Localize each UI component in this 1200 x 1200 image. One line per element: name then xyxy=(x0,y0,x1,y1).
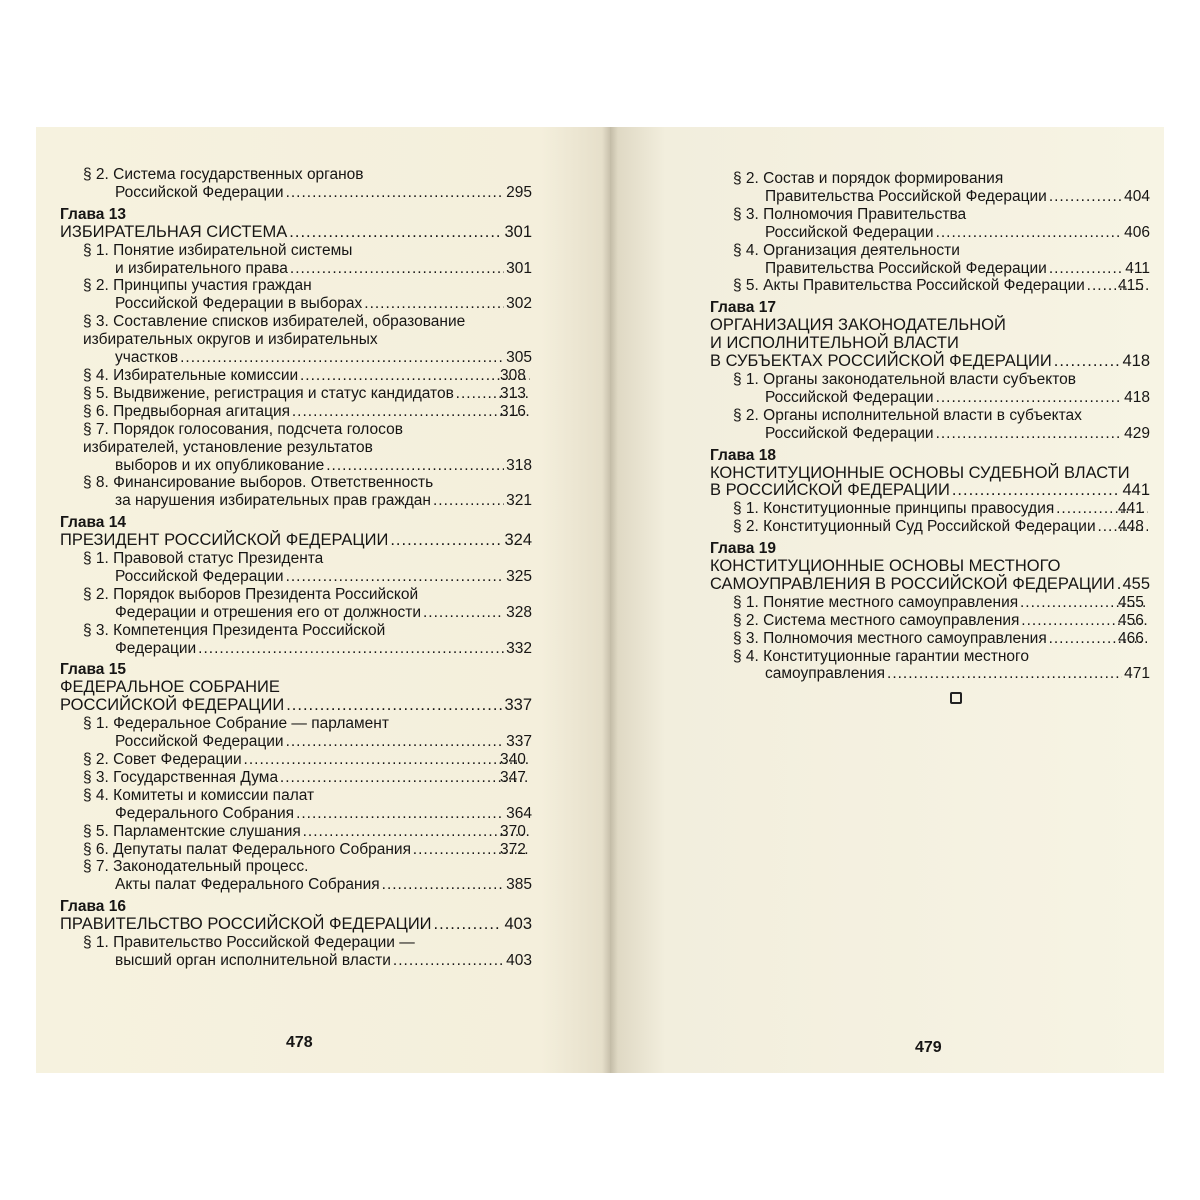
chapter-title-page: 337 xyxy=(504,696,532,715)
section-entry-text: Федерации xyxy=(115,639,197,657)
leader-dots xyxy=(1049,188,1122,206)
section-entry-text: § 5. Акты Правительства Российской Федерации xyxy=(733,277,1085,295)
section-entry-text: высший орган исполнительной власти xyxy=(115,951,391,969)
section-entry xyxy=(60,260,532,278)
leader-dots xyxy=(198,640,504,658)
leader-dots xyxy=(286,568,505,586)
section-title-line: § 4. Комитеты и комиссии палат xyxy=(83,786,315,804)
section-entry xyxy=(60,457,532,475)
section-entry-page: 328 xyxy=(506,603,532,621)
right-page xyxy=(610,127,1164,1073)
section-entry xyxy=(60,604,532,622)
section-title-line: § 8. Финансирование выборов. Ответственность xyxy=(83,474,434,492)
leader-dots xyxy=(382,876,504,894)
section-entry: § 5. Выдвижение, регистрация и статус кандидатов ..... 313 xyxy=(60,385,532,403)
chapter-title-line: ОРГАНИЗАЦИЯ ЗАКОНОДАТЕЛЬНОЙ xyxy=(710,316,1006,335)
section-entry-text: участков xyxy=(115,349,179,367)
section-entry: § 5. Парламентские слушания ..... 370 xyxy=(60,823,532,841)
section-title-line: § 4. Конституционные гарантии местного xyxy=(733,647,1029,665)
leader-dots xyxy=(326,457,504,475)
section-entry xyxy=(60,568,532,586)
chapter-label: Глава 15 xyxy=(60,661,126,679)
section-entry-text: Федерального Собрания xyxy=(115,804,295,822)
section-title-line: избирателей, установление результатов xyxy=(83,438,373,456)
section-entry-page: 429 xyxy=(1124,424,1150,442)
chapter-label: Глава 13 xyxy=(60,205,126,223)
chapter-title-text: ПРАВИТЕЛЬСТВО РОССИЙСКОЙ ФЕДЕРАЦИИ xyxy=(60,915,432,934)
chapter-title xyxy=(710,482,1150,500)
section-entry-text: Федерации и отрешения его от должности xyxy=(115,603,421,621)
chapter-title-line: ФЕДЕРАЛЬНОЕ СОБРАНИЕ xyxy=(60,678,280,697)
section-entry-text: § 2. Конституционный Суд Российской Федерации xyxy=(733,518,1096,536)
leader-dots xyxy=(433,492,504,510)
book-spread xyxy=(36,127,1164,1073)
chapter-title-text: САМОУПРАВЛЕНИЯ В РОССИЙСКОЙ ФЕДЕРАЦИИ xyxy=(710,574,1115,593)
section-entry-page: 318 xyxy=(506,456,532,474)
section-entry xyxy=(710,188,1150,206)
leader-dots xyxy=(286,184,505,202)
section-entry xyxy=(60,733,532,751)
chapter-title-text: РОССИЙСКОЙ ФЕДЕРАЦИИ xyxy=(60,696,285,715)
section-entry-text: самоуправления xyxy=(765,665,886,683)
section-entry-text: Российской Федерации xyxy=(765,424,934,442)
section-title-line: § 1. Понятие избирательной системы xyxy=(83,241,353,259)
chapter-title-page: 301 xyxy=(504,222,532,241)
leader-dots xyxy=(393,952,504,970)
chapter-title xyxy=(60,697,532,715)
section-entry-text: Акты палат Федерального Собрания xyxy=(115,876,380,894)
chapter-title-text: В СУБЪЕКТАХ РОССИЙСКОЙ ФЕДЕРАЦИИ xyxy=(710,352,1052,371)
section-entry-page: 332 xyxy=(506,639,532,657)
section-entry xyxy=(710,665,1150,683)
section-entry-text: Правительства Российской Федерации xyxy=(765,259,1047,277)
section-entry-text: Российской Федерации xyxy=(765,388,934,406)
leader-dots xyxy=(936,425,1123,443)
section-entry-text: Российской Федерации в выборах xyxy=(115,295,363,313)
chapter-label: Глава 17 xyxy=(710,299,776,317)
section-entry-text: § 1. Конституционные принципы правосудия xyxy=(733,500,1055,518)
section-entry-text: § 4. Избирательные комиссии xyxy=(83,366,299,384)
leader-dots xyxy=(300,367,530,385)
section-entry-page: 418 xyxy=(1124,388,1150,406)
leader-dots xyxy=(423,604,504,622)
section-entry xyxy=(60,184,532,202)
leader-dots xyxy=(290,260,504,278)
chapter-title xyxy=(710,576,1150,594)
leader-dots xyxy=(180,349,504,367)
section-title-line: § 7. Порядок голосования, подсчета голосов xyxy=(83,420,403,438)
section-title-line: § 2. Порядок выборов Президента Российской xyxy=(83,585,419,603)
section-entry-text: за нарушения избирательных прав граждан xyxy=(115,492,431,510)
chapter-title-page: 324 xyxy=(504,531,532,550)
section-entry-text: Российской Федерации xyxy=(115,183,284,201)
section-entry-text: § 6. Предвыборная агитация xyxy=(83,402,291,420)
section-entry-text: § 3. Полномочия местного самоуправления xyxy=(733,629,1047,647)
chapter-block xyxy=(60,898,532,970)
section-entry-text: § 6. Депутаты палат Федерального Собрания xyxy=(83,840,411,858)
section-entry-page: 403 xyxy=(506,951,532,969)
section-title-line: § 3. Компетенция Президента Российской xyxy=(83,621,386,639)
chapter-block xyxy=(710,540,1150,683)
page-number-left: 478 xyxy=(286,1034,313,1051)
section-entry-text: § 5. Парламентские слушания xyxy=(83,822,301,840)
chapter-title xyxy=(60,224,532,242)
section-title-line: § 2. Состав и порядок формирования xyxy=(733,170,1004,187)
chapter-title-page: 418 xyxy=(1122,352,1150,371)
section-entry: § 6. Предвыборная агитация ..... 316 xyxy=(60,403,532,421)
section-title-line: § 1. Федеральное Собрание — парламент xyxy=(83,715,389,733)
leader-dots xyxy=(296,805,504,823)
section-entry xyxy=(710,224,1150,242)
section-entry xyxy=(60,295,532,313)
leader-dots xyxy=(244,751,530,769)
section-title-line: § 2. Система государственных органов xyxy=(83,166,364,183)
section-entry-page: 302 xyxy=(506,295,532,313)
section-entry xyxy=(710,260,1150,278)
section-entry: § 1. Конституционные принципы правосудия ..... 441 xyxy=(710,500,1150,518)
section-entry-text: § 1. Понятие местного самоуправления xyxy=(733,593,1019,611)
left-page xyxy=(36,127,610,1073)
section-entry: § 6. Депутаты палат Федерального Собрания ..... 372 xyxy=(60,841,532,859)
chapter-label: Глава 16 xyxy=(60,898,126,916)
leader-dots xyxy=(303,823,530,841)
chapter-title-page: 441 xyxy=(1122,481,1150,500)
chapter-title-text: ПРЕЗИДЕНТ РОССИЙСКОЙ ФЕДЕРАЦИИ xyxy=(60,531,389,550)
chapter-block xyxy=(710,447,1150,537)
chapter-title-line: КОНСТИТУЦИОННЫЕ ОСНОВЫ СУДЕБНОЙ ВЛАСТИ xyxy=(710,463,1130,482)
chapter-title-line: КОНСТИТУЦИОННЫЕ ОСНОВЫ МЕСТНОГО xyxy=(710,557,1061,576)
section-title-line: § 1. Правительство Российской Федерации — xyxy=(83,934,415,952)
section-entry-text: § 2. Совет Федерации xyxy=(83,751,242,768)
leader-dots xyxy=(434,916,503,934)
chapter-block xyxy=(60,514,532,657)
section-entry-text: выборов и их опубликование xyxy=(115,456,325,474)
section-entry-text: § 3. Государственная Дума xyxy=(83,768,279,786)
section-entry: § 2. Совет Федерации ..... 340 xyxy=(60,751,532,769)
book-gutter xyxy=(602,127,618,1073)
leader-dots xyxy=(952,482,1121,500)
section-entry-text: и избирательного права xyxy=(115,259,288,277)
chapter-block xyxy=(60,206,532,510)
section-entry xyxy=(60,876,532,894)
leader-dots xyxy=(286,733,505,751)
chapter-title-page: 455 xyxy=(1122,574,1150,593)
leader-dots xyxy=(936,224,1123,242)
section-entry xyxy=(710,389,1150,407)
section-entry xyxy=(60,492,532,510)
section-entry-page: 471 xyxy=(1124,665,1150,683)
section-entry: § 5. Акты Правительства Российской Федерации ..... 415 xyxy=(710,277,1150,295)
section-title-line: § 7. Законодательный процесс. xyxy=(83,858,309,876)
section-entry-page: 385 xyxy=(506,876,532,894)
section-entry xyxy=(60,952,532,970)
end-of-toc-mark-icon xyxy=(950,692,962,704)
section-entry: § 2. Система местного самоуправления ..... 456 xyxy=(710,612,1150,630)
section-entry-page: 411 xyxy=(1125,259,1150,277)
leader-dots xyxy=(292,403,530,421)
section-entry xyxy=(710,425,1150,443)
chapter-title-text: В РОССИЙСКОЙ ФЕДЕРАЦИИ xyxy=(710,481,950,500)
section-entry-text: § 5. Выдвижение, регистрация и статус кандидатов xyxy=(83,384,454,402)
section-entry xyxy=(60,805,532,823)
chapter-block xyxy=(710,170,1150,295)
chapter-label: Глава 18 xyxy=(710,446,776,464)
chapter-label: Глава 19 xyxy=(710,540,776,558)
section-title-line: § 4. Организация деятельности xyxy=(733,241,960,259)
section-entry-text: Российской Федерации xyxy=(765,223,934,241)
leader-dots xyxy=(286,697,502,715)
chapter-title xyxy=(710,353,1150,371)
section-title-line: § 3. Составление списков избирателей, образование xyxy=(83,313,466,331)
section-entry-page: 364 xyxy=(506,804,532,822)
section-entry-page: 295 xyxy=(506,183,532,201)
leader-dots xyxy=(390,532,502,550)
section-entry: § 3. Полномочия местного самоуправления ..... 466 xyxy=(710,630,1150,648)
section-entry-page: 305 xyxy=(506,349,532,367)
leader-dots xyxy=(887,665,1122,683)
section-entry: § 2. Конституционный Суд Российской Федерации ..... 448 xyxy=(710,518,1150,536)
toc-left xyxy=(60,166,532,970)
leader-dots xyxy=(280,769,530,787)
chapter-title xyxy=(60,532,532,550)
leader-dots xyxy=(364,295,504,313)
section-entry-page: 337 xyxy=(506,733,532,751)
section-title-line: § 1. Органы законодательной власти субъектов xyxy=(733,370,1076,388)
leader-dots xyxy=(936,389,1123,407)
section-entry-page: 406 xyxy=(1124,223,1150,241)
section-entry: § 4. Избирательные комиссии ..... 308 xyxy=(60,367,532,385)
section-title-line: § 3. Полномочия Правительства xyxy=(733,205,967,223)
page-number-right: 479 xyxy=(915,1039,942,1056)
chapter-title-text: ИЗБИРАТЕЛЬНАЯ СИСТЕМА xyxy=(60,222,288,241)
chapter-block xyxy=(710,299,1150,442)
section-entry-text: Российской Федерации xyxy=(115,733,284,751)
chapter-title-page: 403 xyxy=(504,915,532,934)
section-entry-page: 404 xyxy=(1124,187,1150,205)
leader-dots xyxy=(289,224,502,242)
section-title-line: § 2. Принципы участия граждан xyxy=(83,277,312,295)
chapter-block xyxy=(60,661,532,894)
section-entry-text: Правительства Российской Федерации xyxy=(765,187,1047,205)
section-entry: § 3. Государственная Дума ..... 347 xyxy=(60,769,532,787)
section-entry: § 1. Понятие местного самоуправления ..... 455 xyxy=(710,594,1150,612)
leader-dots xyxy=(1117,576,1121,594)
section-entry xyxy=(60,640,532,658)
section-title-line: § 2. Органы исполнительной власти в субъектах xyxy=(733,406,1082,424)
chapter-title-line: И ИСПОЛНИТЕЛЬНОЙ ВЛАСТИ xyxy=(710,334,959,353)
section-entry-text: § 2. Система местного самоуправления xyxy=(733,611,1020,629)
section-title-line: § 1. Правовой статус Президента xyxy=(83,550,324,568)
chapter-block xyxy=(60,166,532,202)
section-entry-page: 325 xyxy=(506,567,532,585)
leader-dots xyxy=(1049,260,1123,278)
chapter-label: Глава 14 xyxy=(60,514,126,532)
chapter-title xyxy=(60,916,532,934)
section-entry-text: Российской Федерации xyxy=(115,567,284,585)
section-entry-page: 321 xyxy=(506,492,532,510)
leader-dots xyxy=(1054,353,1121,371)
toc-right xyxy=(710,170,1150,683)
section-title-line: избирательных округов и избирательных xyxy=(83,331,378,349)
section-entry-page: 301 xyxy=(506,259,532,277)
section-entry xyxy=(60,349,532,367)
